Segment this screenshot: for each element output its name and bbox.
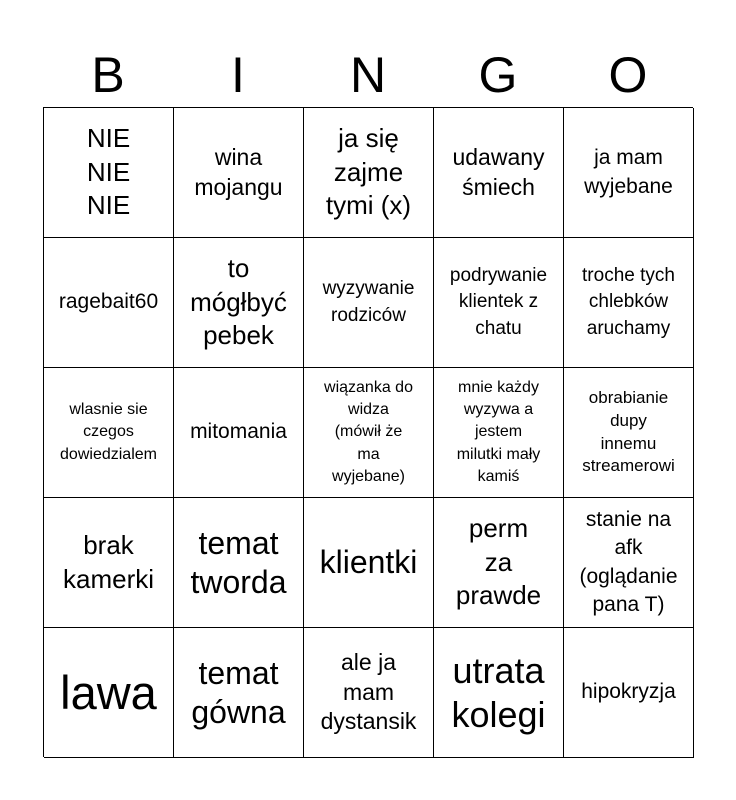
bingo-cell-r4-c2[interactable]: ale ja mam dystansik: [304, 628, 434, 758]
bingo-cell-r4-c3[interactable]: utrata kolegi: [434, 628, 564, 758]
bingo-cell-r2-c1[interactable]: mitomania: [174, 368, 304, 498]
bingo-cell-r2-c3[interactable]: mnie każdy wyzywa a jestem milutki mały kamiś: [434, 368, 564, 498]
header-letter-n: N: [349, 47, 387, 103]
bingo-cell-r4-c1[interactable]: temat gówna: [174, 628, 304, 758]
bingo-cell-r1-c0[interactable]: ragebait60: [44, 238, 174, 368]
bingo-cell-r3-c4[interactable]: stanie na afk (oglądanie pana T): [564, 498, 694, 628]
bingo-cell-r4-c0[interactable]: lawa: [44, 628, 174, 758]
bingo-cell-r3-c1[interactable]: temat tworda: [174, 498, 304, 628]
bingo-board: [43, 107, 693, 757]
header-letter-i: I: [231, 47, 245, 103]
bingo-cell-r1-c1[interactable]: to mógłbyć pebek: [174, 238, 304, 368]
bingo-cell-r1-c2[interactable]: wyzywanie rodziców: [304, 238, 434, 368]
bingo-cell-r2-c2[interactable]: wiązanka do widza (mówił że ma wyjebane): [304, 368, 434, 498]
bingo-cell-r3-c3[interactable]: perm za prawde: [434, 498, 564, 628]
bingo-cell-r0-c0[interactable]: NIE NIE NIE: [44, 108, 174, 238]
bingo-header: [43, 44, 693, 106]
bingo-cell-r0-c1[interactable]: wina mojangu: [174, 108, 304, 238]
bingo-cell-r0-c4[interactable]: ja mam wyjebane: [564, 108, 694, 238]
header-letter-o: O: [608, 47, 648, 103]
bingo-cell-r1-c4[interactable]: troche tych chlebków aruchamy: [564, 238, 694, 368]
header-letter-g: G: [478, 47, 518, 103]
bingo-cell-r1-c3[interactable]: podrywanie klientek z chatu: [434, 238, 564, 368]
bingo-cell-r4-c4[interactable]: hipokryzja: [564, 628, 694, 758]
bingo-cell-r0-c2[interactable]: ja się zajme tymi (x): [304, 108, 434, 238]
header-letter-b: B: [91, 47, 125, 103]
bingo-cell-r2-c0[interactable]: wlasnie sie czegos dowiedzialem: [44, 368, 174, 498]
bingo-cell-r3-c2[interactable]: klientki: [304, 498, 434, 628]
bingo-cell-r3-c0[interactable]: brak kamerki: [44, 498, 174, 628]
bingo-cell-r0-c3[interactable]: udawany śmiech: [434, 108, 564, 238]
bingo-cell-r2-c4[interactable]: obrabianie dupy innemu streamerowi: [564, 368, 694, 498]
